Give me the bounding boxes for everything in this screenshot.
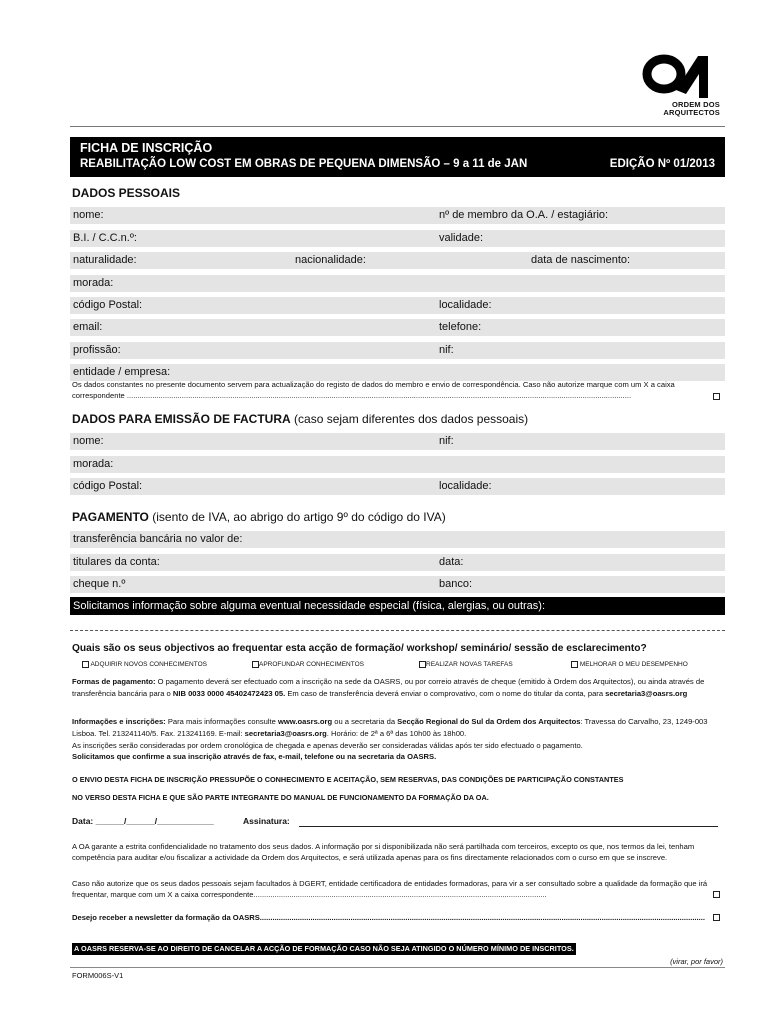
form-title-bar	[70, 137, 725, 177]
invoice-heading: DADOS PARA EMISSÃO DE FACTURA (caso sejam diferentes dos dados pessoais)	[72, 412, 529, 426]
id-row[interactable]	[70, 230, 725, 247]
transfer-label: transferência bancária no valor de:	[73, 533, 243, 545]
privacy-text: A OA garante a estrita confidencialidade no tratamento dos seus dados. A informação por si disponibilizada não será partilhada com terceiros, excepto os que, nos termos da lei, tenham competência para auditar e/ou fiscalizar a actividade da Ordem dos Arquitectos, e será utilizada apenas para os fins directamente relacionados com o curso em que se inscreve.	[72, 842, 695, 863]
form-code: FORM006S-V1	[72, 971, 124, 980]
address-label: morada:	[73, 277, 114, 289]
bank-label: banco:	[439, 578, 473, 590]
turn-over-note: (virar, por favor)	[670, 957, 723, 966]
invoice-postal-label: código Postal:	[73, 480, 143, 492]
checkbox-icon[interactable]	[82, 661, 89, 668]
dgert-consent-checkbox[interactable]	[713, 891, 720, 898]
profession-row[interactable]	[70, 342, 725, 359]
top-divider	[70, 126, 725, 127]
birthplace-label: naturalidade:	[73, 254, 137, 266]
postal-code-label: código Postal:	[73, 299, 143, 311]
invoice-address-label: morada:	[73, 458, 114, 470]
checkbox-icon[interactable]	[571, 661, 578, 668]
dgert-consent-text: Caso não autorize que os seus dados pessoais sejam facultados à DGERT, entidade certificadora de entidades formadoras, para vir a ser consultado sobre a qualidade da formação que irá frequentar, marque com um X a caixa correspondente...........................................................................................................................................	[72, 879, 708, 900]
payment-heading: PAGAMENTO (isento de IVA, ao abrigo do artigo 9º do código do IVA)	[72, 510, 446, 524]
invoice-name-row[interactable]	[70, 433, 725, 450]
validity-label: validade:	[439, 232, 484, 244]
data-consent-checkbox[interactable]	[713, 393, 720, 400]
member-number-label: nº de membro da O.A. / estagiário:	[439, 209, 609, 221]
checkbox-icon[interactable]	[419, 661, 426, 668]
account-holders-row[interactable]	[70, 554, 725, 571]
email-label: email:	[73, 321, 103, 333]
newsletter-text: Desejo receber a newsletter da formação da OASRS...................................................................................................................................................................................................................	[72, 913, 705, 922]
date-field[interactable]: Data: ______/______/____________	[72, 816, 214, 826]
registration-info-text: Informações e inscrições: Para mais informações consulte www.oasrs.org ou a secretaria da Secção Regional do Sul da Ordem dos Arquitectos: Travessa do Carvalho, 23, 1249-003 Lisboa. Tel. 213241140/5. Fax. 213241169. E-mail: secretaria3@oasrs.org. Horário: de 2ª a 6ª das 10h00 às 18h00.	[72, 717, 708, 738]
objective-option-2[interactable]: APROFUNDAR CONHECIMENTOS	[252, 661, 364, 668]
origin-row[interactable]	[70, 252, 725, 269]
transfer-row[interactable]	[70, 531, 725, 548]
cheque-row[interactable]	[70, 576, 725, 593]
invoice-postal-row[interactable]	[70, 478, 725, 495]
locality-label: localidade:	[439, 299, 492, 311]
course-title: REABILITAÇÃO LOW COST EM OBRAS DE PEQUENA DIMENSÃO – 9 a 11 de JAN	[80, 158, 528, 170]
personal-data-heading: DADOS PESSOAIS	[72, 186, 181, 200]
cancellation-notice: A OASRS RESERVA-SE AO DIREITO DE CANCELAR A ACÇÃO DE FORMAÇÃO CASO NÃO SEJA ATINGIDO O NÚMERO MÍNIMO DE INSCRITOS.	[74, 944, 574, 953]
company-label: entidade / empresa:	[73, 366, 171, 378]
objective-option-4[interactable]: MELHORAR O MEU DESEMPENHO	[571, 661, 688, 668]
logo-text: ORDEM DOS ARQUITECTOS	[663, 100, 720, 117]
company-row[interactable]	[70, 364, 725, 381]
id-label: B.I. / C.C.n.º:	[73, 232, 137, 244]
address-row[interactable]	[70, 275, 725, 292]
invoice-address-row[interactable]	[70, 456, 725, 473]
invoice-nif-label: nif:	[439, 435, 454, 447]
special-needs-line[interactable]	[70, 630, 725, 631]
profession-label: profissão:	[73, 344, 121, 356]
payment-methods-text: Formas de pagamento: O pagamento deverá ser efectuado com a inscrição na sede da OASRS, ou por correio através de cheque (emitido à Ordem dos Arquitectos), ou ainda através de transferência bancária para o NIB 0033 0000 45402472423 05. Em caso de transferência deverá enviar o comprovativo, com o nome do titular da conta, para secretaria3@oasrs.org	[72, 677, 705, 698]
signature-line[interactable]	[299, 826, 718, 827]
nationality-label: nacionalidade:	[295, 254, 366, 266]
newsletter-checkbox[interactable]	[713, 914, 720, 921]
form-title: FICHA DE INSCRIÇÃO	[80, 141, 213, 155]
checkbox-icon[interactable]	[252, 661, 259, 668]
chronological-order-text: As inscrições serão consideradas por ordem cronológica de chegada e apenas deverão ser consideradas válidas após ter sido efectuado o pagamento.	[72, 741, 583, 750]
footer-divider	[70, 967, 725, 968]
objectives-question: Quais são os seus objectivos ao frequentar esta acção de formação/ workshop/ seminário/ sessão de esclarecimento?	[72, 643, 647, 654]
confirm-text: Solicitamos que confirme a sua inscrição através de fax, e-mail, telefone ou na secretaria da OASRS.	[72, 752, 437, 761]
payment-date-label: data:	[439, 556, 464, 568]
edition-number: EDIÇÃO Nº 01/2013	[609, 158, 715, 170]
invoice-locality-label: localidade:	[439, 480, 492, 492]
acceptance-notice: O ENVIO DESTA FICHA DE INSCRIÇÃO PRESSUPÕE O CONHECIMENTO E ACEITAÇÃO, SEM RESERVAS, DAS CONDIÇÕES DE PARTICIPAÇÃO CONSTANTES NO VERSO DESTA FICHA E QUE SÃO PARTE INTEGRANTE DO MANUAL DE FUNCIONAMENTO DA FORMAÇÃO DA OA.	[72, 775, 624, 802]
data-consent-note: Os dados constantes no presente documento servem para actualização do registo de dados do membro e envio de correspondência. Caso não autorize marque com um X a caixa correspondente ...............................................................................................................................................................................................................................................	[72, 380, 675, 400]
nif-label: nif:	[439, 344, 454, 356]
objective-option-1[interactable]: ADQUIRIR NOVOS CONHECIMENTOS	[82, 661, 207, 668]
objective-option-3[interactable]: REALIZAR NOVAS TAREFAS	[419, 661, 513, 668]
contact-row[interactable]	[70, 319, 725, 336]
account-holders-label: titulares da conta:	[73, 556, 160, 568]
cheque-label: cheque n.º	[73, 578, 126, 590]
postal-row[interactable]	[70, 297, 725, 314]
phone-label: telefone:	[439, 321, 482, 333]
name-row[interactable]	[70, 207, 725, 224]
signature-label: Assinatura:	[243, 816, 290, 826]
name-label: nome:	[73, 209, 104, 221]
birthdate-label: data de nascimento:	[531, 254, 631, 266]
special-needs-row[interactable]: Solicitamos informação sobre alguma eventual necessidade especial (física, alergias, ou outras):	[70, 597, 725, 615]
invoice-name-label: nome:	[73, 435, 104, 447]
